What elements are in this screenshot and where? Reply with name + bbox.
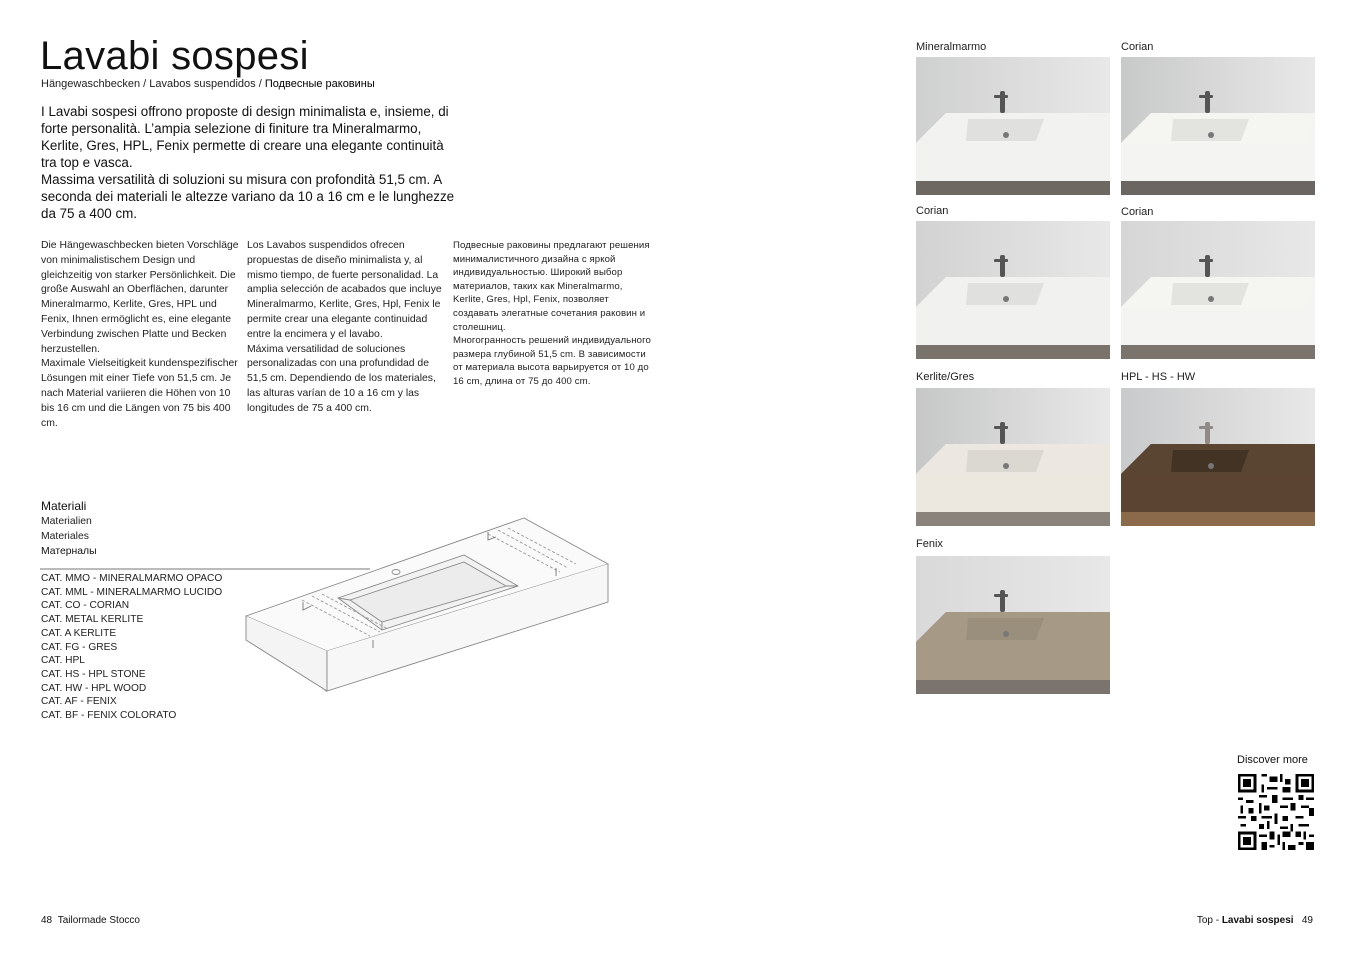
russian-paragraph-2: Многогранность решений индивидуального размера глубиной 51,5 cm. В зависимости от материала высота варьируется от 10 до 16 cm, длина от 75 до 400 cm. (453, 335, 651, 387)
materials-german: Materialien (41, 516, 92, 527)
photo-label: Mineralmarmo (916, 41, 987, 53)
washbasin-photo (1121, 388, 1315, 526)
russian-paragraph-1: Подвесные раковины предлагают решения минималистичного дизайна с яркой индивидуальностью. Широкий выбор материалов, таких как Mineralmarmo, Kerlite, Gres, Hpl, Fenix, позволяет создавать элегатные сочетания раковин и столешниц. (453, 240, 650, 333)
washbasin-photo (916, 221, 1110, 359)
material-category: CAT. CO - CORIAN (41, 600, 130, 612)
washbasin-line-drawing (40, 510, 620, 695)
materials-heading: Materiali (41, 499, 87, 513)
section-title: Lavabi sospesi (1221, 915, 1294, 926)
material-category: CAT. A KERLITE (41, 627, 117, 639)
german-paragraph-1: Die Hängewaschbecken bieten Vorschläge von minimalistischem Design und gleichzeitig von starker Persönlichkeit. Die große Auswahl an Oberflächen, darunter Mineralmarmo, Kerlite, Gres, HPL und Fenix, Ihnen ermöglicht es, eine elegante Verbindung zwischen Platte und Becken herzustellen. (41, 240, 239, 355)
subtitle-russian: Подвесные раковины (264, 78, 375, 90)
spanish-paragraph-1: Los Lavabos suspendidos ofrecen propuestas de diseño minimalista y, al mismo tiempo, de fuerte personalidad. La amplia selección de acabados que incluye Mineralmarmo, Kerlite, Gres, Hpl, Fenix le permite crear una elegante continuidad entre la encimera y el lavabo. (247, 240, 442, 340)
footer-left (41, 914, 140, 927)
page-number-left: 48 (41, 915, 53, 926)
material-category: CAT. AF - FENIX (41, 696, 117, 708)
discover-more-label: Discover more (1237, 754, 1308, 766)
photo-label: Corian (1121, 206, 1154, 218)
section-label: Top - (1196, 915, 1222, 926)
german-paragraph-2: Maximale Vielseitigkeit kundenspezifischer Lösungen mit einer Tiefe von 51,5 cm. Je nach Material variieren die Höhen von 10 bis 16 cm und die Längen von 75 bis 400 cm. (41, 358, 238, 429)
page-subtitle (41, 77, 375, 91)
intro-text (41, 103, 461, 222)
intro-paragraph-1: I Lavabi sospesi offrono proposte di design minimalista e, insieme, di forte personalità. L’ampia selezione di finiture tra Mineralmarmo, Kerlite, Gres, HPL, Fenix permette di creare una elegante continuità tra top e vasca. (41, 104, 449, 170)
washbasin-photo (1121, 57, 1315, 195)
text-column-russian (453, 239, 653, 389)
washbasin-photo (916, 388, 1110, 526)
washbasin-photo (916, 57, 1110, 195)
material-category: CAT. HPL (41, 655, 85, 667)
photo-label: Kerlite/Gres (916, 371, 975, 383)
qr-code-icon[interactable] (1238, 774, 1314, 850)
material-category: CAT. MML - MINERALMARMO LUCIDO (41, 586, 223, 598)
material-category: CAT. MMO - MINERALMARMO OPACO (41, 573, 223, 584)
material-category: CAT. BF - FENIX COLORATO (41, 710, 177, 722)
footer-right (1197, 914, 1313, 927)
page-number-right: 49 (1301, 915, 1313, 926)
subtitle-translations: Hängewaschbecken / Lavabos suspendidos / (41, 78, 265, 90)
washbasin-photo (1121, 221, 1315, 359)
material-category: CAT. HW - HPL WOOD (41, 682, 147, 694)
material-category: CAT. FG - GRES (41, 641, 118, 653)
spanish-paragraph-2: Máxima versatilidad de soluciones personalizadas con una profundidad de 51,5 cm. Dependiendo de los materiales, las alturas varían de 10 a 16 cm y las longitudes de 75 a 400 cm. (247, 343, 436, 414)
text-column-german (41, 239, 241, 431)
text-column-spanish (247, 239, 442, 417)
washbasin-photo (916, 556, 1110, 694)
materials-spanish: Materiales (41, 531, 89, 542)
material-category: CAT. METAL KERLITE (41, 614, 144, 626)
photo-label: HPL - HS - HW (1121, 371, 1196, 383)
page-title: Lavabi sospesi (40, 34, 309, 78)
intro-paragraph-2: Massima versatilità di soluzioni su misura con profondità 51,5 cm. A seconda dei materiali le altezze variano da 10 a 16 cm e le lunghezze da 75 a 400 cm. (41, 172, 455, 221)
photo-label: Corian (916, 205, 949, 217)
material-category: CAT. HS - HPL STONE (41, 668, 146, 680)
brand-label: Tailormade Stocco (57, 915, 140, 926)
photo-label: Fenix (916, 538, 943, 550)
materials-russian: Матерналы (41, 546, 97, 557)
photo-label: Corian (1121, 41, 1154, 53)
